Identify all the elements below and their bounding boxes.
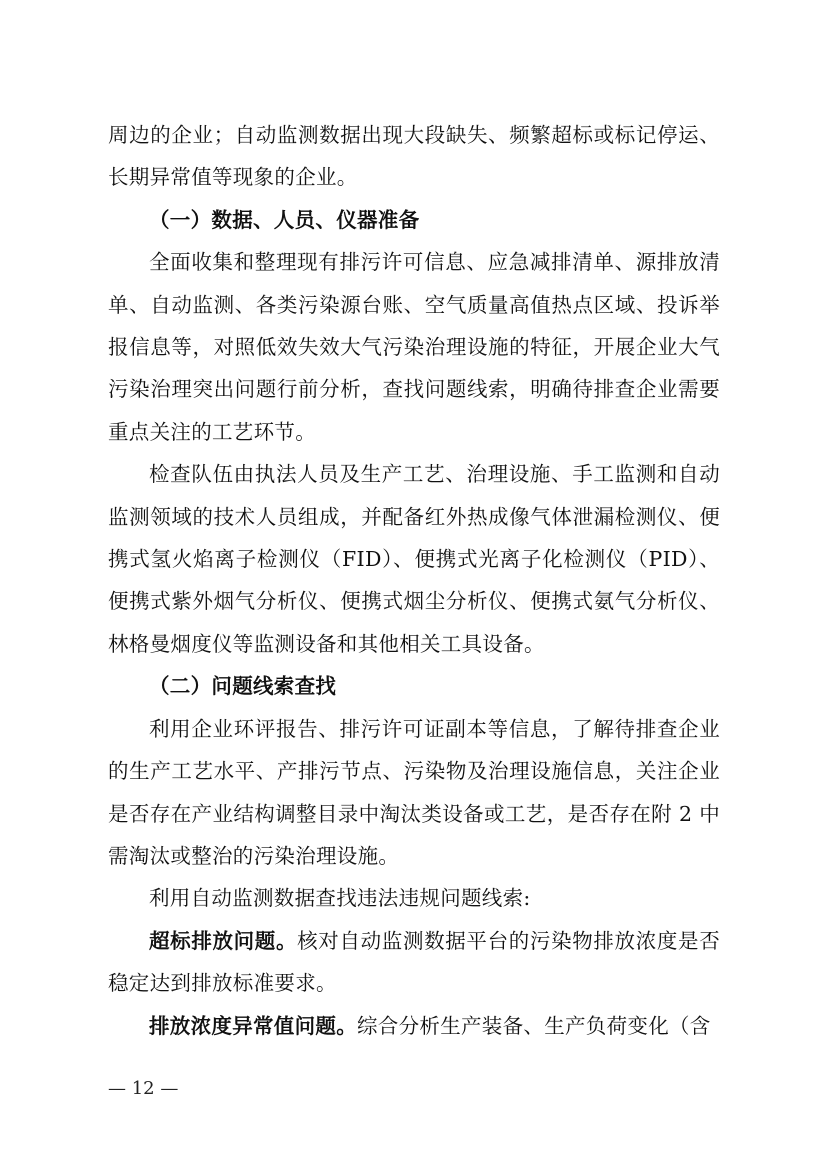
paragraph-5-lead: 超标排放问题。 — [149, 928, 298, 953]
paragraph-1: 全面收集和整理现有排污许可信息、应急减排清单、源排放清单、自动监测、各类污染源台账、空气质量高值热点区域、投诉举报信息等，对照低效失效大气污染治理设施的特征，开展企业大气污染治理突出问题行前分析，查找问题线索，明确待排查企业需要重点关注的工艺环节。 — [108, 250, 720, 444]
paragraph-5-body: 核对自动监测数据平台的污染物排放浓度是否稳定达到排放标准要求。 — [108, 928, 721, 996]
paragraph-2: 检查队伍由执法人员及生产工艺、治理设施、手工监测和自动监测领域的技术人员组成，并配备红外热成像气体泄漏检测仪、便携式氢火焰离子检测仪（FID）、便携式光离子化检测仪（PID）、便携式紫外烟气分析仪、便携式烟尘分析仪、便携式氨气分析仪、林格曼烟度仪等监测设备和其他相关工具设备。 — [108, 462, 720, 656]
body-text — [108, 114, 720, 1047]
paragraph-intro: 周边的企业；自动监测数据出现大段缺失、频繁超标或标记停运、长期异常值等现象的企业。 — [108, 123, 720, 190]
paragraph-3: 利用企业环评报告、排污许可证副本等信息，了解待排查企业的生产工艺水平、产排污节点、污染物及治理设施信息，关注企业是否存在产业结构调整目录中淘汰类设备或工艺，是否存在附 2 中需淘汰或整治的污染治理设施。 — [108, 716, 720, 868]
paragraph-4: 利用自动监测数据查找违法违规问题线索: — [149, 886, 531, 911]
paragraph-5 — [108, 920, 720, 1005]
section-heading-2: （二）问题线索查找 — [149, 674, 337, 699]
paragraph-6-body: 综合分析生产装备、生产负荷变化（含 — [357, 1013, 711, 1038]
page-number: — 12 — — [108, 1078, 179, 1099]
section-heading-1: （一）数据、人员、仪器准备 — [149, 207, 420, 232]
paragraph-6 — [108, 1005, 720, 1047]
paragraph-6-lead: 排放浓度异常值问题。 — [149, 1013, 357, 1038]
